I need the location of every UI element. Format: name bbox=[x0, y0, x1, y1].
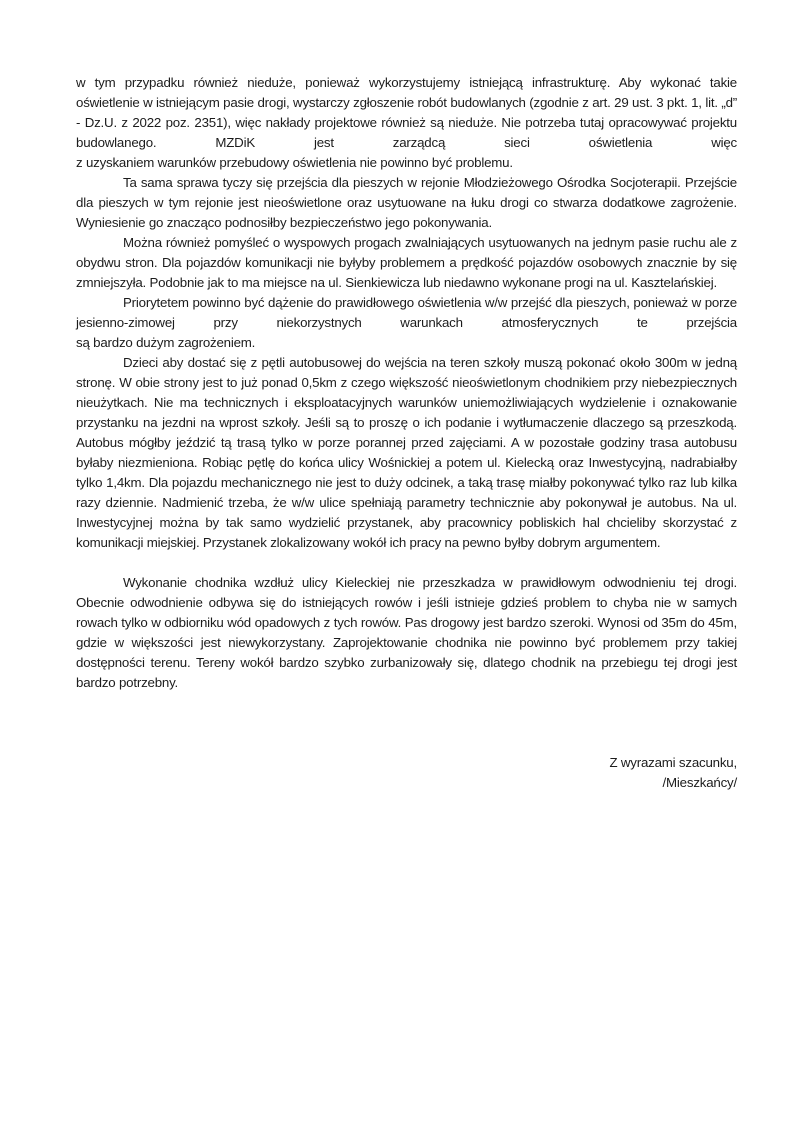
paragraph-3: Można również pomyśleć o wyspowych progach zwalniających usytuowanych na jednym pasie ruchu ale z obydwu stron. Dla pojazdów komunikacji nie byłyby problemem a prędkość pojazdów osobowych znacznie by się zmniejszyła. Podobnie jak to ma miejsce na ul. Sienkiewicza lub niedawno wykonane progi na ul. Kasztelańskiej. bbox=[76, 235, 737, 290]
paragraph-1-main: w tym przypadku również nieduże, ponieważ wykorzystujemy istniejącą infrastrukturę. Aby wykonać takie oświetlenie w istniejącym pasie drogi, wystarczy zgłoszenie robót budowlanych (zgodnie z art. 29 ust. 3 pkt. 1, lit. „d” - Dz.U. z 2022 poz. 2351), więc nakłady projektowe również są nieduże. Nie potrzeba tutaj opracowywać projektu budowlanego. MZDiK jest zarządcą sieci oświetlenia więc bbox=[76, 75, 737, 150]
closing-signature: /Mieszkańcy/ bbox=[662, 775, 737, 790]
paragraph-6: Wykonanie chodnika wzdłuż ulicy Kieleckiej nie przeszkadza w prawidłowym odwodnieniu tej drogi. Obecnie odwodnienie odbywa się do istniejących rowów i jeśli istnieje gdzieś problem to chyba nie w samych rowach tylko w odbiorniku wód opadowych z tych rowów. Pas drogowy jest bardzo szeroki. Wynosi od 35m do 45m, gdzie w większości jest niewykorzystany. Zaprojektowanie chodnika nie powinno być problemem przy takiej dostępności terenu. Tereny wokół bardzo szybko zurbanizowały się, dlatego chodnik na przebiegu tej drogi jest bardzo potrzebny. bbox=[76, 575, 737, 690]
paragraph-4-main: Priorytetem powinno być dążenie do prawidłowego oświetlenia w/w przejść dla pieszych, ponieważ w porze jesienno-zimowej przy niekorzystnych warunkach atmosferycznych te przejścia bbox=[76, 295, 737, 330]
closing-salutation: Z wyrazami szacunku, bbox=[609, 755, 737, 770]
letter-body bbox=[76, 73, 737, 793]
paragraph-2: Ta sama sprawa tyczy się przejścia dla pieszych w rejonie Młodzieżowego Ośrodka Socjoterapii. Przejście dla pieszych w tym rejonie jest nieoświetlone oraz usytuowane na łuku drogi co stwarza dodatkowe zagrożenie. Wyniesienie go znacząco podnosiłby bezpieczeństwo jego pokonywania. bbox=[76, 175, 737, 230]
paragraph-4-tail: są bardzo dużym zagrożeniem. bbox=[76, 335, 256, 350]
paragraph-5: Dzieci aby dostać się z pętli autobusowej do wejścia na teren szkoły muszą pokonać około 300m w jedną stronę. W obie strony jest to już ponad 0,5km z czego większość nieoświetlonym chodnikiem przy niebezpiecznych nieużytkach. Nie ma technicznych i eksploatacyjnych warunków uniemożliwiających wydzielenie i oznakowanie przystanku na jezdni na wprost szkoły. Jeśli są to proszę o ich podanie i wytłumaczenie dlaczego są przeszkodą. Autobus mógłby jeździć tą trasą tylko w porze porannej przed zajęciami. A w pozostałe godziny trasa autobusu byłaby niezmieniona. Robiąc pętlę do końca ulicy Wośnickiej a potem ul. Kielecką oraz Inwestycyjną, nadrabiałby tylko 1,4km. Dla pojazdu mechanicznego nie jest to duży odcinek, a taką trasę miałby pokonywać tylko raz lub kilka razy dziennie. Nadmienić trzeba, że w/w ulice spełniają parametry technicznie aby pokonywał je autobus. Na ul. Inwestycyjnej można by tak samo wydzielić przystanek, aby pracownicy pobliskich hal chcieliby skorzystać z komunikacji miejskiej. Przystanek zlokalizowany wokół ich pracy na pewno byłby dobrym argumentem. bbox=[76, 355, 737, 550]
closing-block bbox=[76, 753, 737, 793]
paragraph-1-tail: z uzyskaniem warunków przebudowy oświetlenia nie powinno być problemu. bbox=[76, 155, 513, 170]
